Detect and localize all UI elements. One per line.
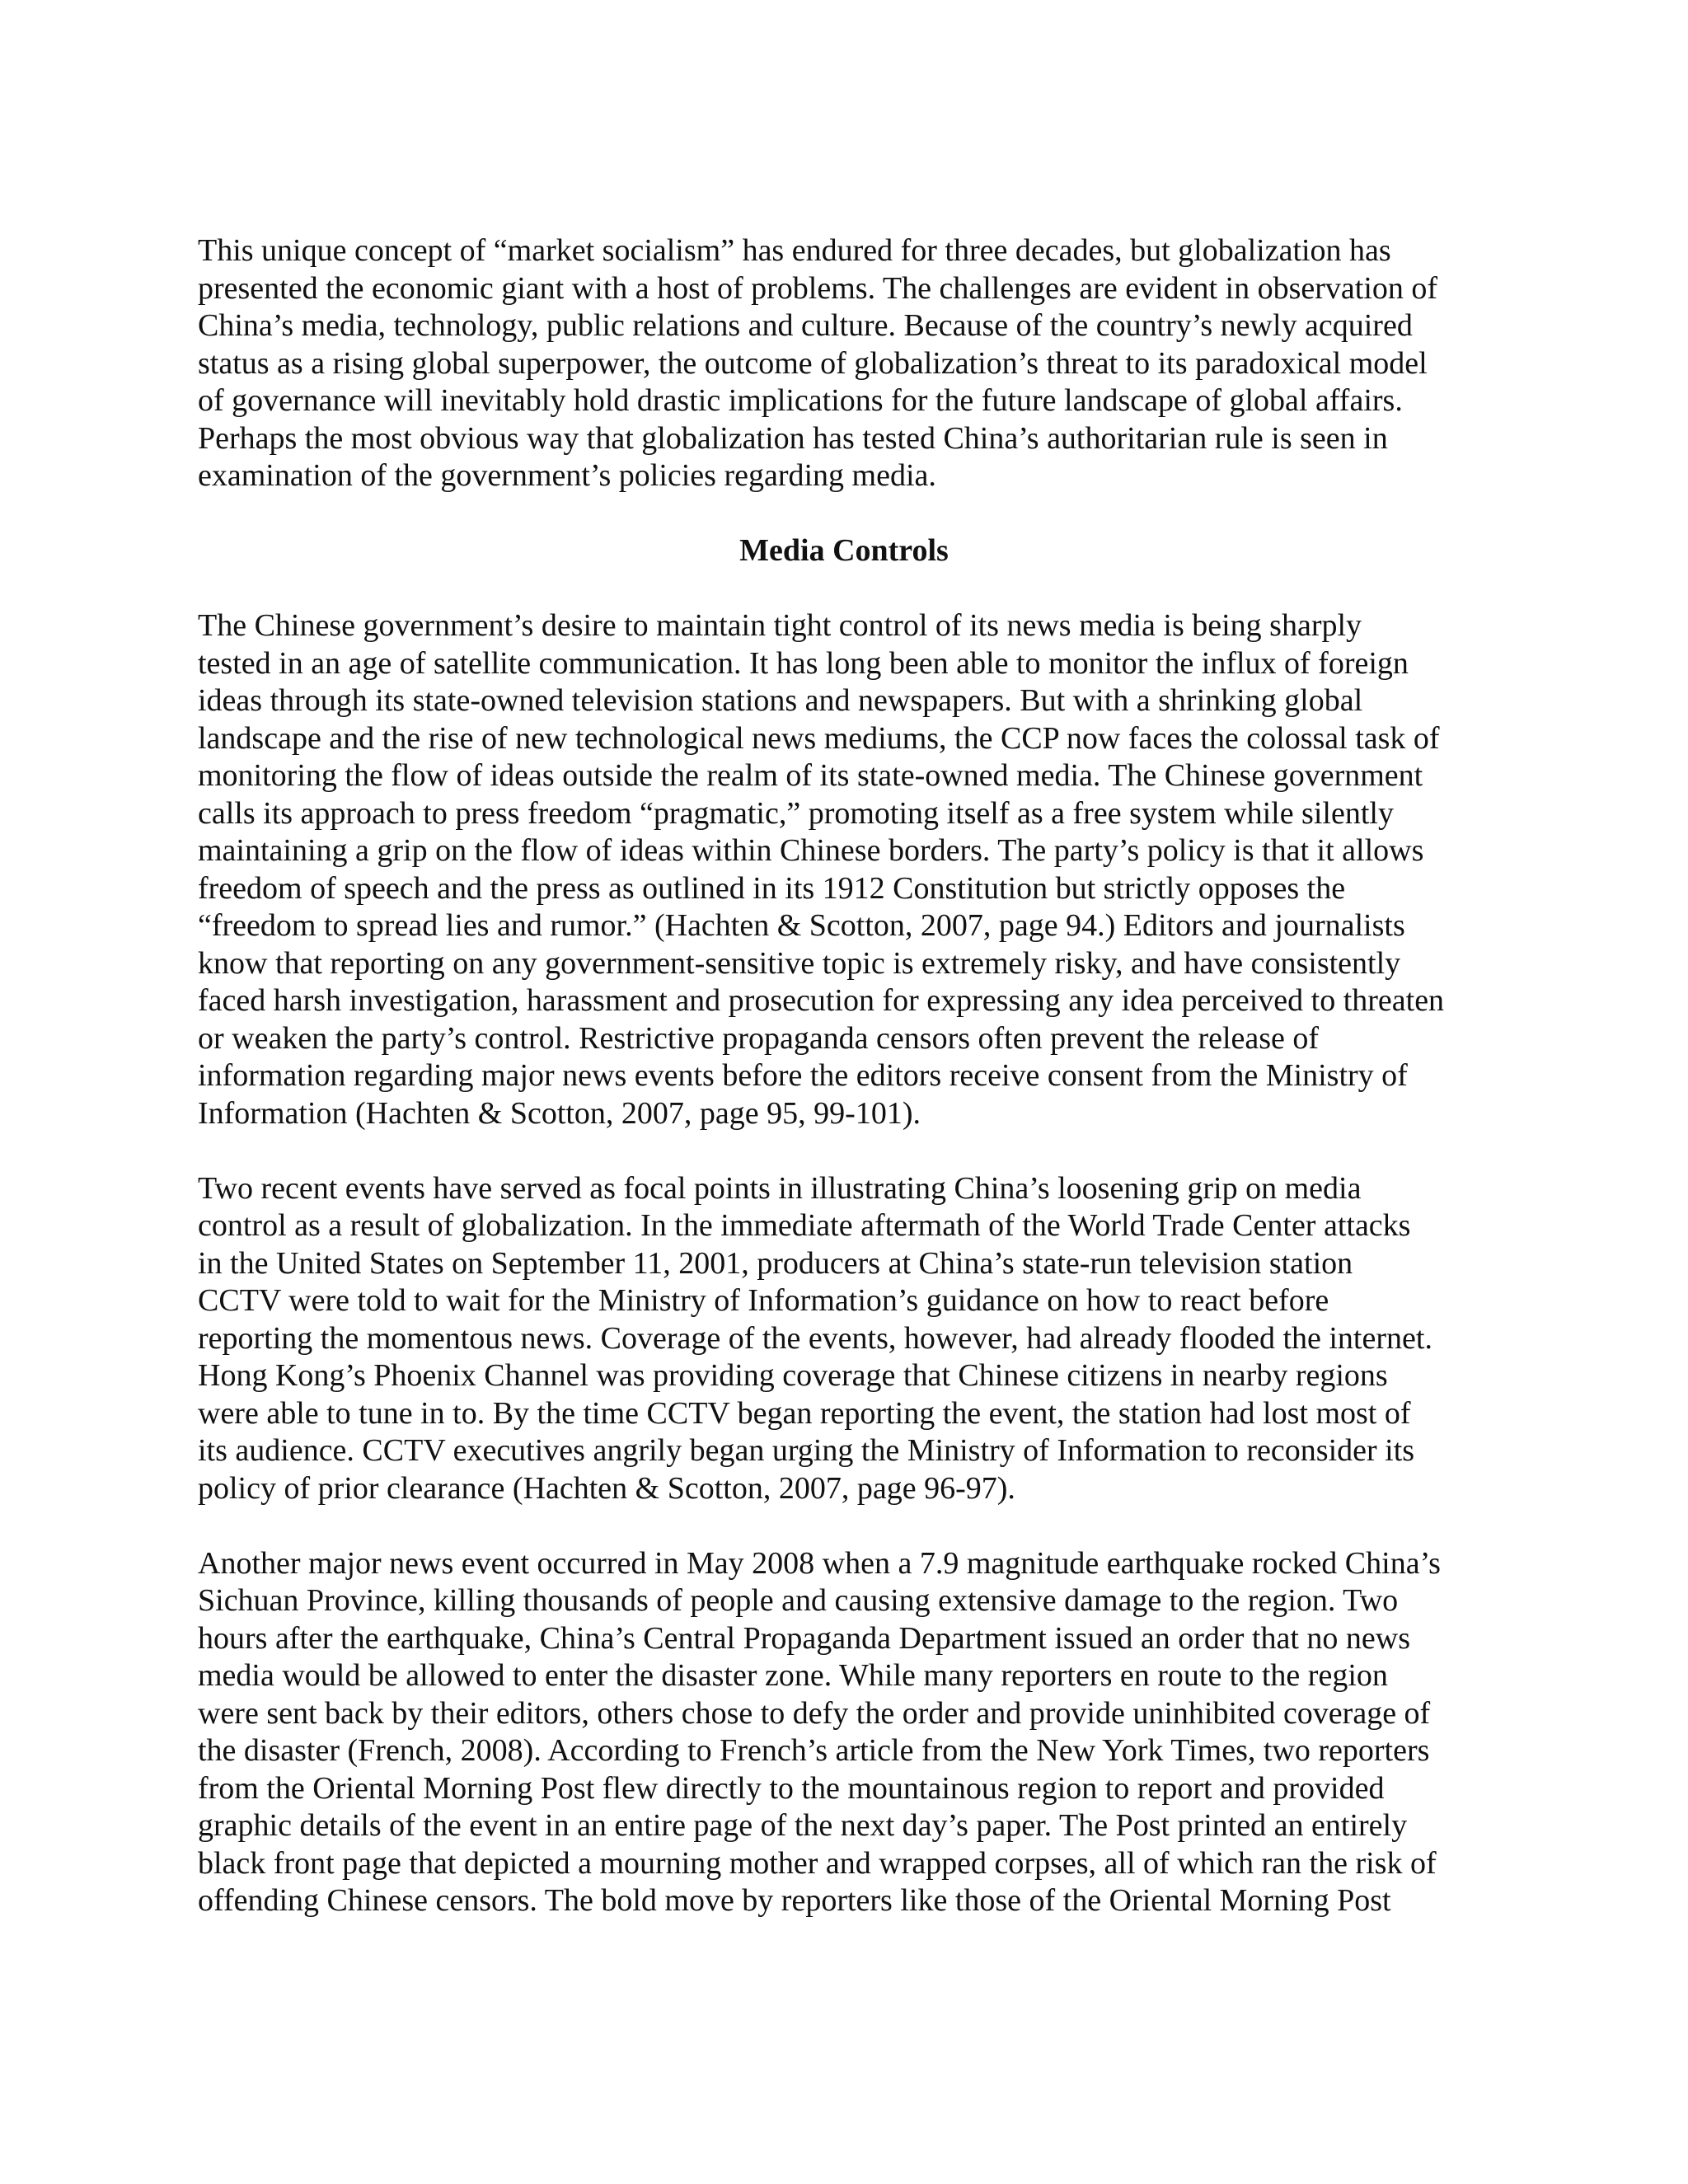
paragraph-spacer (198, 1507, 1490, 1545)
text-line: Hong Kong’s Phoenix Channel was providing coverage that Chinese citizens in nearby regions (198, 1358, 1388, 1393)
text-line: control as a result of globalization. In the immediate aftermath of the World Trade Center attacks (198, 1208, 1411, 1243)
paragraph-media-control (198, 607, 1490, 1132)
text-line: offending Chinese censors. The bold move by reporters like those of the Oriental Morning Post (198, 1883, 1391, 1918)
text-line: CCTV were told to wait for the Ministry of Information’s guidance on how to react before (198, 1283, 1329, 1318)
text-line: reporting the momentous news. Coverage of the events, however, had already flooded the internet. (198, 1320, 1432, 1356)
text-line: freedom of speech and the press as outlined in its 1912 Constitution but strictly opposes the (198, 870, 1346, 906)
text-line: calls its approach to press freedom “pragmatic,” promoting itself as a free system while silently (198, 795, 1394, 831)
text-line: policy of prior clearance (Hachten & Scotton, 2007, page 96-97). (198, 1470, 1015, 1506)
text-line: graphic details of the event in an entire page of the next day’s paper. The Post printed an entirely (198, 1808, 1408, 1843)
text-line: in the United States on September 11, 2001, producers at China’s state-run television station (198, 1245, 1353, 1281)
text-line: The Chinese government’s desire to maintain tight control of its news media is being sharply (198, 608, 1362, 643)
paragraph-spacer (198, 570, 1490, 608)
document-body (198, 232, 1490, 1920)
text-line: presented the economic giant with a host of problems. The challenges are evident in observation of (198, 270, 1438, 306)
text-line: maintaining a grip on the flow of ideas within Chinese borders. The party’s policy is that it allows (198, 833, 1424, 868)
text-line: ideas through its state-owned television stations and newspapers. But with a shrinking global (198, 683, 1363, 718)
paragraph-cctv-events (198, 1170, 1490, 1508)
text-line: Information (Hachten & Scotton, 2007, page 95, 99-101). (198, 1095, 921, 1131)
text-line: Two recent events have served as focal points in illustrating China’s loosening grip on media (198, 1170, 1362, 1206)
text-line: media would be allowed to enter the disaster zone. While many reporters en route to the region (198, 1658, 1388, 1693)
text-line: examination of the government’s policies regarding media. (198, 458, 936, 493)
paragraph-spacer (198, 1132, 1490, 1170)
paragraph-market-socialism (198, 232, 1490, 495)
text-line: were sent back by their editors, others chose to defy the order and provide uninhibited coverage of (198, 1695, 1431, 1731)
text-line: monitoring the flow of ideas outside the realm of its state-owned media. The Chinese government (198, 758, 1423, 793)
text-line: China’s media, technology, public relations and culture. Because of the country’s newly acquired (198, 308, 1413, 343)
text-line: its audience. CCTV executives angrily began urging the Ministry of Information to reconsider its (198, 1433, 1415, 1468)
paragraph-sichuan-earthquake (198, 1545, 1490, 1920)
text-line: were able to tune in to. By the time CCTV began reporting the event, the station had lost most of (198, 1395, 1411, 1431)
paragraph-spacer (198, 495, 1490, 533)
text-line: faced harsh investigation, harassment and prosecution for expressing any idea perceived to threaten (198, 983, 1445, 1018)
text-line: know that reporting on any government-sensitive topic is extremely risky, and have consistently (198, 945, 1401, 981)
section-heading: Media Controls (739, 533, 949, 568)
text-line: landscape and the rise of new technological news mediums, the CCP now faces the colossal task of (198, 720, 1440, 756)
text-line: This unique concept of “market socialism” has endured for three decades, but globalization has (198, 233, 1391, 268)
text-line: black front page that depicted a mourning mother and wrapped corpses, all of which ran the risk of (198, 1845, 1437, 1881)
text-line: the disaster (French, 2008). According to French’s article from the New York Times, two reporters (198, 1733, 1430, 1768)
text-line: of governance will inevitably hold drastic implications for the future landscape of global affairs. (198, 383, 1403, 418)
text-line: Perhaps the most obvious way that globalization has tested China’s authoritarian rule is seen in (198, 420, 1388, 456)
text-line: tested in an age of satellite communication. It has long been able to monitor the influx of foreign (198, 645, 1409, 681)
text-line: status as a rising global superpower, the outcome of globalization’s threat to its paradoxical model (198, 345, 1428, 381)
text-line: or weaken the party’s control. Restrictive propaganda censors often prevent the release of (198, 1020, 1320, 1056)
text-line: from the Oriental Morning Post flew directly to the mountainous region to report and provided (198, 1770, 1385, 1806)
text-line: information regarding major news events before the editors receive consent from the Ministry of (198, 1058, 1408, 1093)
text-line: “freedom to spread lies and rumor.” (Hachten & Scotton, 2007, page 94.) Editors and journalists (198, 908, 1405, 943)
text-line: Sichuan Province, killing thousands of people and causing extensive damage to the region. Two (198, 1583, 1399, 1618)
text-line: hours after the earthquake, China’s Central Propaganda Department issued an order that no news (198, 1620, 1410, 1656)
text-line: Another major news event occurred in May 2008 when a 7.9 magnitude earthquake rocked China’s (198, 1545, 1441, 1581)
